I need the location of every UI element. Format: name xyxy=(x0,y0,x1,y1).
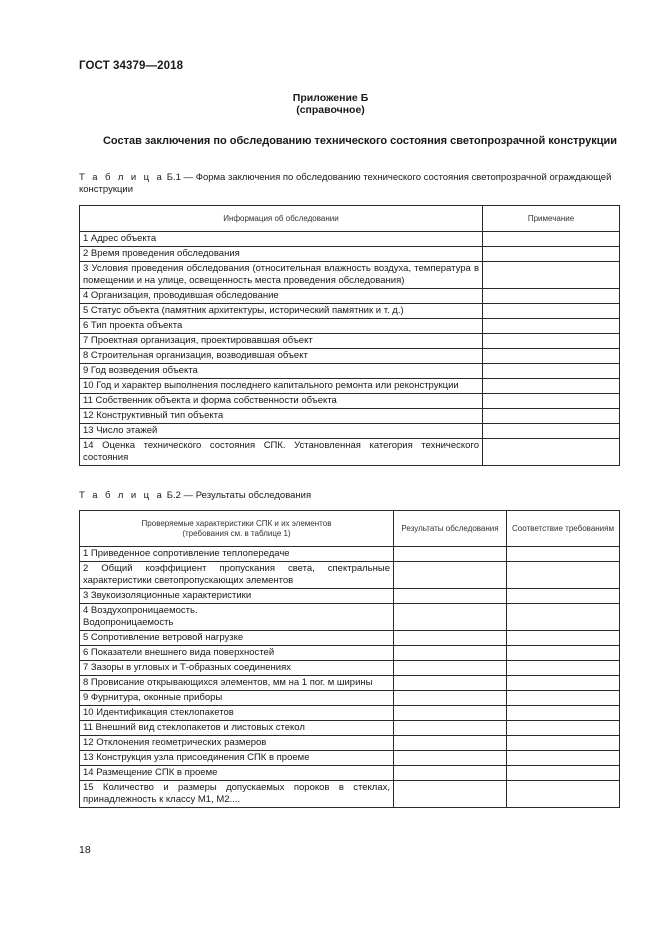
table1-cell-info: 5 Статус объекта (памятник архитектуры, исторический памятник и т. д.) xyxy=(80,304,483,319)
table2-cell-characteristic: 7 Зазоры в угловых и Т-образных соединениях xyxy=(80,661,394,676)
table1-cell-note xyxy=(483,247,620,262)
table1-cell-note xyxy=(483,319,620,334)
table2-cell-result xyxy=(394,736,507,751)
table1-cell-info: 11 Собственник объекта и форма собственности объекта xyxy=(80,394,483,409)
table2-caption-text: Б.2 — Результаты обследования xyxy=(164,490,312,501)
table-row xyxy=(80,706,620,721)
table-row xyxy=(80,604,620,631)
table1-cell-note xyxy=(483,262,620,289)
table-b2 xyxy=(79,510,620,808)
table1-cell-note xyxy=(483,409,620,424)
table2-cell-compliance xyxy=(507,706,620,721)
table2-header-characteristics: Проверяемые характеристики СПК и их элементов (требования см. в таблице 1) xyxy=(80,511,394,547)
table2-cell-compliance xyxy=(507,736,620,751)
table-row xyxy=(80,289,620,304)
table-row xyxy=(80,736,620,751)
table2-cell-compliance xyxy=(507,631,620,646)
table1-cell-note xyxy=(483,394,620,409)
table2-cell-characteristic: 13 Конструкция узла присоединения СПК в проеме xyxy=(80,751,394,766)
table2-cell-compliance xyxy=(507,691,620,706)
table2-cell-compliance xyxy=(507,676,620,691)
page-number: 18 xyxy=(79,844,91,856)
table-row xyxy=(80,319,620,334)
table1-cell-note xyxy=(483,379,620,394)
table-row xyxy=(80,589,620,604)
table2-cell-compliance xyxy=(507,721,620,736)
table2-cell-characteristic: 2 Общий коэффициент пропускания света, спектральные характеристики светопропускающих элементов xyxy=(80,562,394,589)
table1-cell-info: 4 Организация, проводившая обследование xyxy=(80,289,483,304)
table1-caption-label: Т а б л и ц а xyxy=(79,172,165,183)
document-title: Состав заключения по обследованию технического состояния светопрозрачной конструкции xyxy=(102,135,618,147)
table2-cell-result xyxy=(394,691,507,706)
table1-cell-info: 10 Год и характер выполнения последнего капитального ремонта или реконструкции xyxy=(80,379,483,394)
table2-header-compliance: Соответствие требованиям xyxy=(507,511,620,547)
table1-cell-note xyxy=(483,289,620,304)
table-row xyxy=(80,691,620,706)
table-row xyxy=(80,424,620,439)
table1-caption xyxy=(79,172,619,196)
table-row xyxy=(80,334,620,349)
table2-cell-compliance xyxy=(507,751,620,766)
table-row xyxy=(80,394,620,409)
table-row xyxy=(80,349,620,364)
table2-cell-compliance xyxy=(507,646,620,661)
table2-cell-compliance xyxy=(507,661,620,676)
table2-cell-characteristic: 12 Отклонения геометрических размеров xyxy=(80,736,394,751)
table1-header-note: Примечание xyxy=(483,206,620,232)
table1-cell-info: 9 Год возведения объекта xyxy=(80,364,483,379)
table2-cell-result xyxy=(394,781,507,808)
table2-cell-result xyxy=(394,676,507,691)
table1-cell-note xyxy=(483,364,620,379)
table-row xyxy=(80,439,620,466)
table2-cell-characteristic: 10 Идентификация стеклопакетов xyxy=(80,706,394,721)
table-row xyxy=(80,562,620,589)
annex-title: Приложение Б xyxy=(292,92,369,104)
standard-id: ГОСТ 34379—2018 xyxy=(79,60,184,72)
table1-cell-info: 14 Оценка технического состояния СПК. Установленная категория технического состояния xyxy=(80,439,483,466)
table-row xyxy=(80,547,620,562)
table-row xyxy=(80,232,620,247)
table1-caption-text: Б.1 — Форма заключения по обследованию технического состояния светопрозрачной ограждающей конструкции xyxy=(79,172,612,195)
table2-cell-result xyxy=(394,547,507,562)
table-row xyxy=(80,721,620,736)
table2-cell-result xyxy=(394,562,507,589)
table2-cell-result xyxy=(394,604,507,631)
table2-cell-characteristic: 4 Воздухопроницаемость. Водопроницаемость xyxy=(80,604,394,631)
table1-cell-info: 7 Проектная организация, проектировавшая объект xyxy=(80,334,483,349)
table1-cell-note xyxy=(483,424,620,439)
annex-subtitle: (справочное) xyxy=(296,104,365,116)
table2-cell-characteristic: 5 Сопротивление ветровой нагрузке xyxy=(80,631,394,646)
table1-cell-note xyxy=(483,334,620,349)
table-row xyxy=(80,751,620,766)
table2-cell-characteristic: 14 Размещение СПК в проеме xyxy=(80,766,394,781)
table2-cell-characteristic: 9 Фурнитура, оконные приборы xyxy=(80,691,394,706)
table1-cell-note xyxy=(483,349,620,364)
table1-cell-note xyxy=(483,232,620,247)
table-row xyxy=(80,676,620,691)
table2-cell-characteristic: 11 Внешний вид стеклопакетов и листовых стекол xyxy=(80,721,394,736)
table2-cell-compliance xyxy=(507,562,620,589)
table1-cell-note xyxy=(483,304,620,319)
table2-cell-result xyxy=(394,661,507,676)
table-row xyxy=(80,304,620,319)
table2-cell-characteristic: 8 Провисание открывающихся элементов, мм на 1 пог. м ширины xyxy=(80,676,394,691)
table-row xyxy=(80,646,620,661)
table2-cell-characteristic: 15 Количество и размеры допускаемых пороков в стеклах, принадлежность к классу М1, М2.... xyxy=(80,781,394,808)
table-row xyxy=(80,661,620,676)
table2-caption xyxy=(79,490,619,502)
table2-cell-compliance xyxy=(507,589,620,604)
table-row xyxy=(80,379,620,394)
table1-cell-info: 2 Время проведения обследования xyxy=(80,247,483,262)
table1-cell-info: 8 Строительная организация, возводившая объект xyxy=(80,349,483,364)
table1-cell-info: 1 Адрес объекта xyxy=(80,232,483,247)
table2-cell-result xyxy=(394,589,507,604)
table2-cell-characteristic: 1 Приведенное сопротивление теплопередаче xyxy=(80,547,394,562)
table2-cell-result xyxy=(394,721,507,736)
table2-cell-result xyxy=(394,751,507,766)
table-row xyxy=(80,262,620,289)
table-row xyxy=(80,247,620,262)
table2-cell-characteristic: 3 Звукоизоляционные характеристики xyxy=(80,589,394,604)
table1-cell-info: 3 Условия проведения обследования (относительная влажность воздуха, температура в помещении и на улице, освещенность места проведения обследования) xyxy=(80,262,483,289)
table-row xyxy=(80,781,620,808)
table-row xyxy=(80,409,620,424)
table2-cell-compliance xyxy=(507,766,620,781)
table-b1 xyxy=(79,205,620,466)
table2-cell-result xyxy=(394,631,507,646)
table-row xyxy=(80,364,620,379)
table2-cell-result xyxy=(394,766,507,781)
table-row xyxy=(80,631,620,646)
table2-cell-compliance xyxy=(507,604,620,631)
table2-cell-result xyxy=(394,706,507,721)
table-row xyxy=(80,766,620,781)
table1-cell-info: 6 Тип проекта объекта xyxy=(80,319,483,334)
table1-cell-info: 13 Число этажей xyxy=(80,424,483,439)
table2-cell-result xyxy=(394,646,507,661)
table2-cell-characteristic: 6 Показатели внешнего вида поверхностей xyxy=(80,646,394,661)
table2-cell-compliance xyxy=(507,547,620,562)
table2-caption-label: Т а б л и ц а xyxy=(79,490,165,501)
table1-header-info: Информация об обследовании xyxy=(80,206,483,232)
table1-cell-note xyxy=(483,439,620,466)
table1-cell-info: 12 Конструктивный тип объекта xyxy=(80,409,483,424)
table2-header-results: Результаты обследования xyxy=(394,511,507,547)
table2-cell-compliance xyxy=(507,781,620,808)
